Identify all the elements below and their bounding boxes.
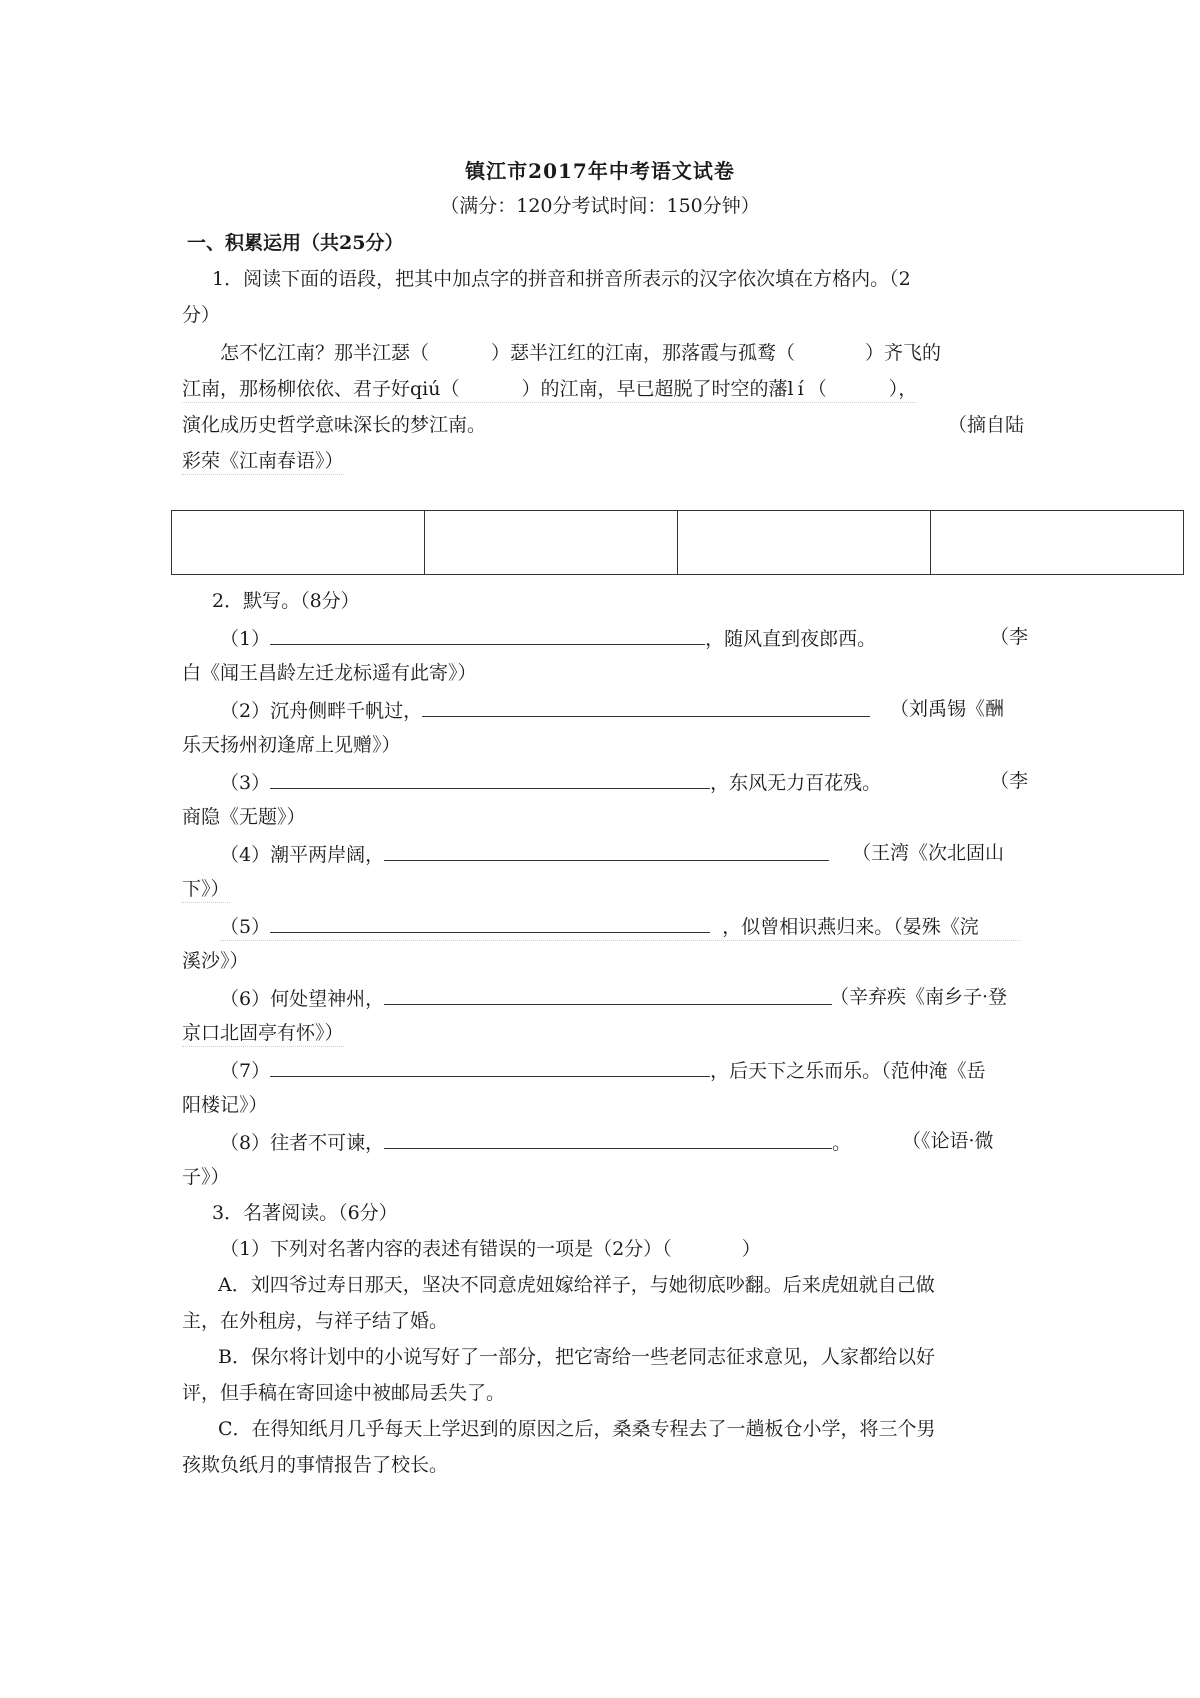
q2-item-label: （7）	[220, 1060, 271, 1082]
q1-source-start: （摘自陆	[948, 414, 1025, 436]
q2-answer-line[interactable]	[384, 984, 832, 1005]
q1-source-end: 彩荣《江南春语》）	[182, 448, 344, 475]
q2-answer-line[interactable]	[270, 912, 710, 933]
q2-item-text: ，后天下之乐而乐。（范仲淹《岳	[710, 1060, 986, 1082]
q2-item-2	[220, 696, 870, 724]
q1-pinyin-qiu: qiú	[410, 378, 441, 400]
q1-answer-grid	[171, 510, 1184, 575]
q1-passage-text: ）瑟半江红的江南，那落霞与孤鹜（	[491, 342, 796, 364]
q2-item-source-cont: 京口北固亭有怀》）	[182, 1020, 344, 1047]
q2-item-source-cont: 商隐《无题》）	[182, 806, 306, 828]
q1-passage-text: （	[807, 378, 827, 400]
q1-passage-text: 江南，那杨柳依依、君子好	[182, 378, 411, 400]
q2-item-source: （刘禹锡《酬	[890, 698, 1005, 720]
q2-item-source: （辛弃疾《南乡子·登	[830, 986, 1008, 1008]
q2-item-3	[220, 768, 881, 796]
q2-header: 2．默写。（8分）	[212, 590, 360, 612]
q1-passage-line3: 演化成历史哲学意味深长的梦江南。	[182, 414, 487, 436]
q2-item-4	[220, 840, 829, 868]
answer-cell[interactable]	[425, 511, 678, 575]
q2-answer-line[interactable]	[270, 768, 710, 789]
q1-pinyin-li: lí	[787, 378, 808, 400]
q2-item-source-cont: 溪沙》）	[182, 950, 249, 972]
q2-item-source: （李	[990, 626, 1029, 648]
q2-item-source-cont: 子》）	[182, 1166, 230, 1188]
q2-item-label: （8）往者不可谏，	[220, 1132, 385, 1154]
q1-passage-text: ）齐飞的	[865, 342, 942, 364]
answer-cell[interactable]	[931, 511, 1184, 575]
q2-item-source-cont: 乐天扬州初逢席上见赠》）	[182, 734, 401, 756]
q1-prompt-line2: 分）	[182, 304, 221, 326]
q1-passage-line2	[182, 376, 917, 403]
q3-option-b-cont: 评，但手稿在寄回途中被邮局丢失了。	[182, 1382, 506, 1404]
q2-item-text: ，东风无力百花残。	[710, 772, 882, 794]
q2-item-text: 。	[832, 1132, 852, 1154]
q2-item-8	[220, 1128, 851, 1156]
q2-item-source: （王湾《次北固山	[852, 842, 1005, 864]
q3-option-b: B．保尔将计划中的小说写好了一部分，把它寄给一些老同志征求意见，人家都给以好	[218, 1346, 935, 1368]
q2-item-label: （6）何处望神州，	[220, 988, 385, 1010]
q2-item-label: （5）	[220, 916, 271, 938]
q2-answer-line[interactable]	[384, 840, 829, 861]
q1-passage-text: （	[440, 378, 460, 400]
q2-item-source: （李	[990, 770, 1029, 792]
q3-header: 3．名著阅读。（6分）	[212, 1202, 398, 1224]
q1-passage-text: 怎不忆江南？那半江瑟（	[220, 342, 430, 364]
section-heading-1: 一、积累运用（共25分）	[187, 232, 404, 254]
answer-cell[interactable]	[172, 511, 425, 575]
page-title: 镇江市2017年中考语文试卷	[465, 159, 735, 183]
q1-passage-text: ）的江南，早已超脱了时空的藩	[521, 378, 788, 400]
q2-item-text: ，随风直到夜郎西。	[705, 628, 877, 650]
q2-item-source: （《论语·微	[902, 1130, 994, 1152]
q2-item-label: （3）	[220, 772, 271, 794]
q1-passage-text: ），	[888, 378, 918, 400]
q3-option-c: C．在得知纸月几乎每天上学迟到的原因之后，桑桑专程去了一趟板仓小学，将三个男	[218, 1418, 936, 1440]
q3-option-c-cont: 孩欺负纸月的事情报告了校长。	[182, 1454, 449, 1476]
q3-option-a: A．刘四爷过寿日那天，坚决不同意虎妞嫁给祥子，与她彻底吵翻。后来虎妞就自己做	[218, 1274, 935, 1296]
q2-item-7	[220, 1056, 986, 1084]
q3-sub1-end: ）	[741, 1238, 761, 1260]
q2-item-label: （4）潮平两岸阔，	[220, 844, 385, 866]
q2-item-source-cont: 白《闻王昌龄左迁龙标遥有此寄》）	[182, 662, 477, 684]
q2-item-label: （2）沉舟侧畔千帆过，	[220, 700, 423, 722]
q2-item-label: （1）	[220, 628, 271, 650]
q2-item-6	[220, 984, 832, 1012]
q1-passage-line1	[220, 340, 941, 366]
q2-item-source-cont: 下》）	[182, 876, 230, 903]
q2-item-text: ，似曾相识燕归来。（晏殊《浣	[722, 916, 979, 938]
q1-prompt-line1: 1．阅读下面的语段，把其中加点字的拼音和拼音所表示的汉字依次填在方格内。（2	[212, 268, 911, 290]
q3-option-a-cont: 主，在外租房，与祥子结了婚。	[182, 1310, 449, 1332]
answer-cell[interactable]	[678, 511, 931, 575]
q3-sub1-text: （1）下列对名著内容的表述有错误的一项是（2分）（	[220, 1238, 672, 1260]
page-subtitle: （满分：120分考试时间：150分钟）	[440, 195, 760, 217]
q2-answer-line[interactable]	[270, 624, 705, 645]
q3-sub1	[220, 1236, 761, 1262]
q2-item-5	[220, 912, 1020, 941]
q2-item-source-cont: 阳楼记》）	[182, 1094, 268, 1116]
q2-answer-line[interactable]	[270, 1056, 710, 1077]
q2-answer-line[interactable]	[422, 696, 870, 717]
q2-answer-line[interactable]	[384, 1128, 832, 1149]
q2-item-1	[220, 624, 876, 652]
